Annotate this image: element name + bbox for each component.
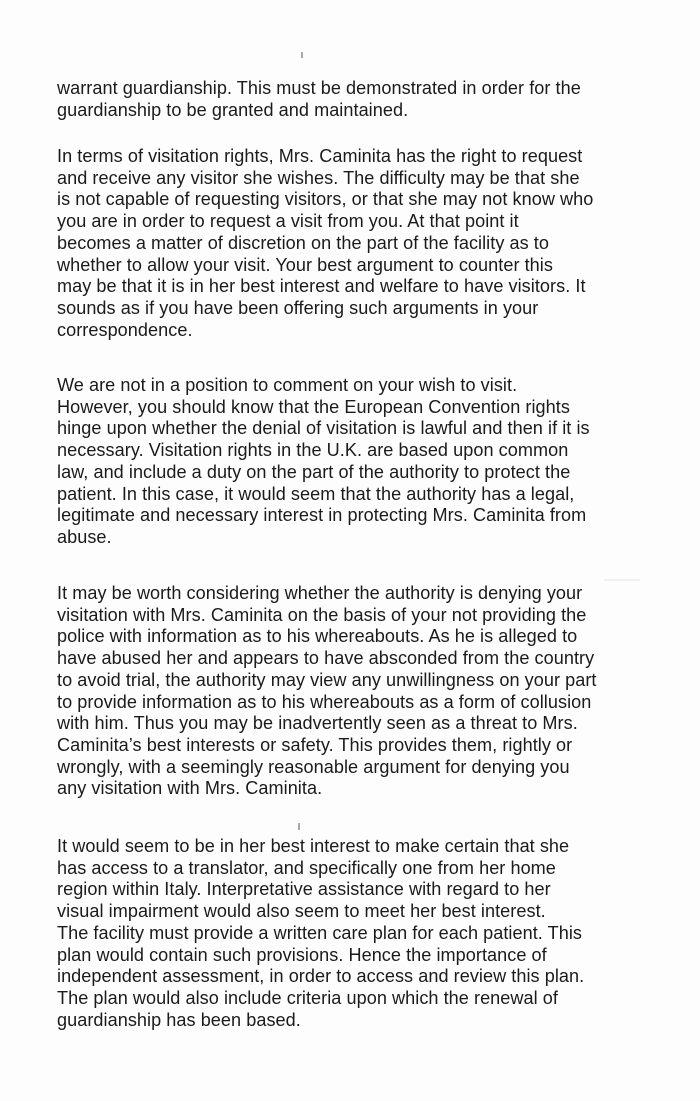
text-line: and receive any visitor she wishes. The difficulty may be that she [57,167,580,188]
text-line: Caminita’s best interests or safety. This provides them, rightly or [57,734,573,755]
text-line: wrongly, with a seemingly reasonable argument for denying you [57,756,570,777]
text-line: It would seem to be in her best interest to make certain that she [57,836,570,856]
text-line: becomes a matter of discretion on the part of the facility as to [57,232,549,253]
text-line: sounds as if you have been offering such arguments in your [57,297,539,318]
text-line: warrant guardianship. This must be demonstrated in order for the [57,78,581,98]
text-line: guardianship to be granted and maintained. [57,99,409,120]
text-line: you are in order to request a visit from you. At that point it [57,211,519,232]
text-line: to avoid trial, the authority may view any unwillingness on your part [57,669,597,690]
text-line: legitimate and necessary interest in protecting Mrs. Caminita from [57,505,587,526]
text-line: independent assessment, in order to access and review this plan. [57,966,585,987]
text-line: with him. Thus you may be inadvertently seen as a threat to Mrs. [57,713,578,734]
paragraph-authority-denial [57,583,657,800]
text-line: visitation with Mrs. Caminita on the basis of your not providing the [57,604,587,625]
text-line: police with information as to his whereabouts. As he is alleged to [57,626,578,647]
text-line: have abused her and appears to have absconded from the country [57,648,595,669]
text-line: hinge upon whether the denial of visitation is lawful and then if it is [57,418,590,439]
text-line: We are not in a position to comment on your wish to visit. [57,375,518,395]
paragraph-visitation-rights [57,146,657,341]
text-line: patient. In this case, it would seem that the authority has a legal, [57,483,575,504]
text-line: The facility must provide a written care plan for each patient. This [57,922,583,943]
text-line: In terms of visitation rights, Mrs. Caminita has the right to request [57,146,583,166]
text-line: is not capable of requesting visitors, or that she may not know who [57,189,594,210]
text-line: any visitation with Mrs. Caminita. [57,778,323,799]
text-line: guardianship has been based. [57,1009,301,1030]
text-line: has access to a translator, and specifically one from her home [57,857,556,878]
text-line: whether to allow your visit. Your best argument to counter this [57,254,553,275]
paragraph-care-plan [57,836,657,1031]
paragraph-guardianship-continued [57,78,657,121]
text-line: abuse. [57,526,112,547]
paragraph-european-convention [57,375,657,549]
text-line: visual impairment would also seem to meet her best interest. [57,901,546,922]
text-line: However, you should know that the European Convention rights [57,396,570,417]
text-line: may be that it is in her best interest and welfare to have visitors. It [57,276,586,297]
text-line: correspondence. [57,319,193,340]
text-line: plan would contain such provisions. Hence the importance of [57,944,547,965]
text-line: region within Italy. Interpretative assistance with regard to her [57,879,551,900]
text-line: to provide information as to his whereabouts as a form of collusion [57,691,592,712]
text-line: law, and include a duty on the part of the authority to protect the [57,461,571,482]
text-line: It may be worth considering whether the authority is denying your [57,583,583,603]
text-line: The plan would also include criteria upon which the renewal of [57,987,558,1008]
text-line: necessary. Visitation rights in the U.K. are based upon common [57,440,569,461]
